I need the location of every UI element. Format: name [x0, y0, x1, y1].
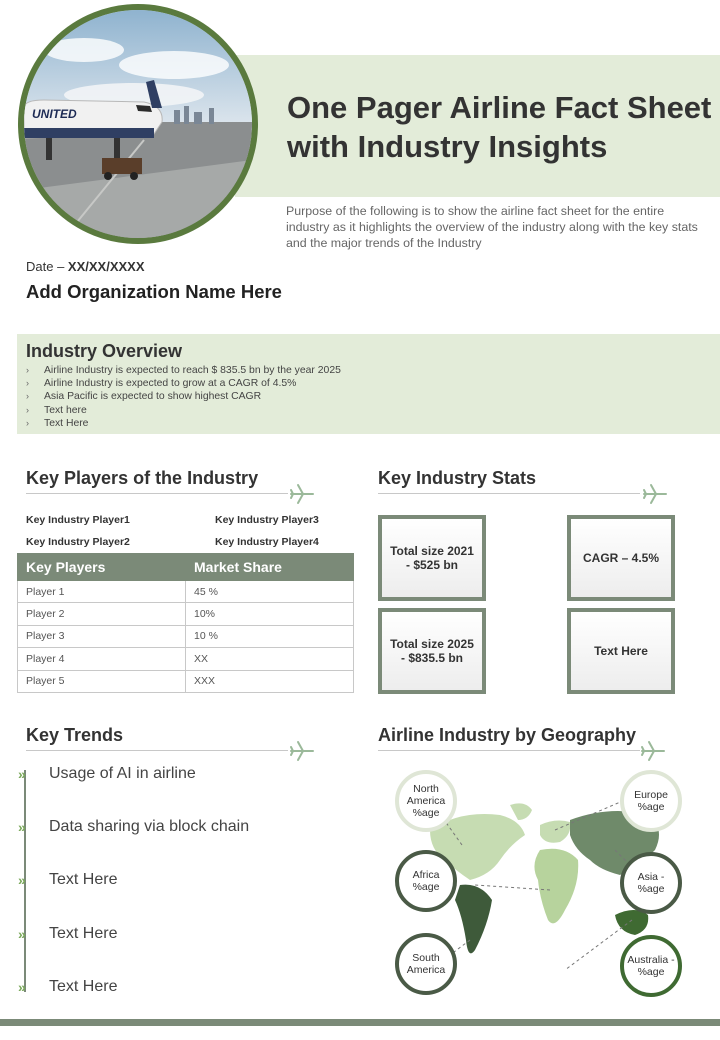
list-item [26, 417, 341, 430]
stat-box: Total size 2025 - $835.5 bn [378, 608, 486, 694]
map-europe [540, 821, 570, 843]
trend-text: Text Here [49, 871, 118, 888]
geography-title: Airline Industry by Geography [378, 725, 637, 745]
trends-title: Key Trends [26, 725, 124, 745]
organization-name: Add Organization Name Here [26, 281, 282, 302]
chevron-right-icon: › [26, 391, 29, 402]
table-cell: XX [186, 648, 354, 670]
key-player-label: Key Industry Player3 [215, 514, 319, 526]
table-cell: Player 1 [18, 581, 186, 603]
table-row [18, 603, 354, 625]
key-players-divider [26, 493, 288, 494]
table-cell: Player 2 [18, 603, 186, 625]
chevron-right-icon: » [18, 766, 26, 782]
market-share-table [17, 553, 354, 693]
purpose-text: Purpose of the following is to show the airline fact sheet for the entire industry as it highlights the overview of the industry along with the key stats and the major trends of the Industry [286, 204, 698, 250]
airline-logo-lettering: UNITED [32, 107, 77, 121]
geography-divider [378, 750, 640, 751]
table-row [18, 581, 354, 603]
page-title: One Pager Airline Fact Sheet with Industry Insights [287, 90, 712, 164]
stat-box: CAGR – 4.5% [567, 515, 675, 601]
trend-item [18, 818, 249, 836]
chevron-right-icon: › [26, 417, 29, 428]
airplane-icon [289, 738, 315, 764]
table-cell: XXX [186, 670, 354, 692]
geo-region-europe: Europe %age [620, 770, 682, 832]
airplane-icon [289, 481, 315, 507]
map-greenland [510, 803, 532, 820]
map-africa [534, 849, 578, 924]
geo-region-north-america: North America %age [395, 770, 457, 832]
key-player-label: Key Industry Player4 [215, 536, 319, 548]
chevron-right-icon: » [18, 819, 26, 835]
table-cell: 10 % [186, 625, 354, 647]
chevron-right-icon: › [26, 378, 29, 389]
map-australia [615, 910, 648, 935]
overview-item-text: Airline Industry is expected to grow at a CAGR of 4.5% [44, 378, 297, 390]
overview-list [26, 364, 341, 430]
trend-item [18, 871, 117, 889]
column-header: Market Share [186, 554, 354, 581]
table-cell: 45 % [186, 581, 354, 603]
date-label: Date – [26, 259, 68, 274]
list-item [26, 364, 341, 377]
list-item [26, 390, 341, 403]
table-row [18, 670, 354, 692]
overview-item-text: Airline Industry is expected to reach $ 835.5 bn by the year 2025 [44, 365, 341, 376]
key-player-label: Key Industry Player1 [26, 514, 130, 526]
stat-box: Total size 2021 - $525 bn [378, 515, 486, 601]
table-cell: Player 3 [18, 625, 186, 647]
overview-item-text: Asia Pacific is expected to show highest CAGR [44, 391, 262, 403]
geo-region-australia: Australia - %age [620, 935, 682, 997]
overview-item-text: Text here [44, 404, 87, 416]
list-item [26, 404, 341, 417]
date-value: XX/XX/XXXX [67, 259, 145, 274]
table-cell: Player 5 [18, 670, 186, 692]
trend-text: Text Here [49, 925, 118, 942]
trend-text: Data sharing via block chain [49, 818, 250, 835]
chevron-right-icon: » [18, 872, 26, 888]
table-cell: Player 4 [18, 648, 186, 670]
table-row [18, 625, 354, 647]
trend-text: Text Here [49, 978, 118, 995]
airplane-photo [18, 4, 258, 244]
trend-text: Usage of AI in airline [49, 765, 196, 782]
airplane-photo-illustration [24, 10, 252, 238]
footer-bar [0, 1019, 720, 1026]
trend-item [18, 765, 196, 783]
chevron-right-icon: › [26, 404, 29, 415]
chevron-right-icon: › [26, 365, 29, 375]
map-south-america [455, 885, 492, 954]
table-header-row [18, 554, 354, 581]
stats-title: Key Industry Stats [378, 468, 537, 488]
geo-region-africa: Africa %age [395, 850, 457, 912]
trend-item [18, 925, 117, 943]
column-header: Key Players [18, 554, 186, 581]
airplane-icon [640, 738, 666, 764]
stats-divider [378, 493, 640, 494]
geo-region-asia: Asia - %age [620, 852, 682, 914]
chevron-right-icon: » [18, 979, 26, 995]
trends-divider [26, 750, 288, 751]
chevron-right-icon: » [18, 926, 26, 942]
table-cell: 10% [186, 603, 354, 625]
key-player-label: Key Industry Player2 [26, 536, 130, 548]
key-players-title: Key Players of the Industry [26, 468, 259, 488]
overview-item-text: Text Here [44, 417, 89, 429]
list-item [26, 377, 341, 390]
geo-region-south-america: South America [395, 933, 457, 995]
date-line [26, 259, 145, 274]
trend-item [18, 978, 117, 996]
table-row [18, 648, 354, 670]
stat-box: Text Here [567, 608, 675, 694]
overview-title: Industry Overview [26, 341, 183, 361]
airplane-icon [642, 481, 668, 507]
